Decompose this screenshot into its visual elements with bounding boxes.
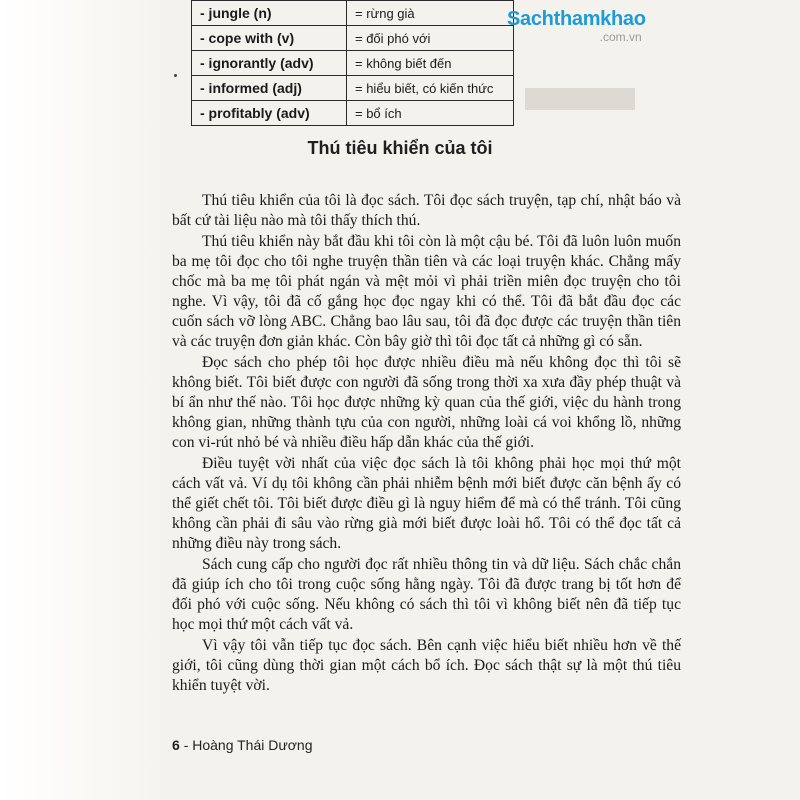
- article-body: [172, 191, 681, 697]
- paragraph: Sách cung cấp cho người đọc rất nhiều thông tin và dữ liệu. Sách chắc chắn đã giúp ích cho tôi trong cuộc sống hằng ngày. Tôi đã được trang bị tốt hơn để đối phó với cuộc sống. Nếu không có sách thì tôi vì không biết nên đã tiếp tục học mọi thứ một cách vất vả.: [172, 556, 681, 633]
- watermark-logo: [507, 8, 646, 44]
- vocab-term: - profitably (adv): [192, 101, 347, 126]
- bleed-through-band: [525, 88, 635, 110]
- vocab-row: [192, 1, 514, 26]
- page-footer: [172, 737, 313, 753]
- watermark-main: Sachthamkhao: [507, 8, 646, 30]
- page-gutter-shadow: [0, 0, 160, 800]
- stray-dot: [174, 74, 177, 77]
- vocab-meaning: = đối phó với: [347, 26, 514, 51]
- vocab-row: [192, 101, 514, 126]
- vocab-row: [192, 51, 514, 76]
- vocab-row: [192, 76, 514, 101]
- vocab-term: - cope with (v): [192, 26, 347, 51]
- paragraph: Thú tiêu khiển của tôi là đọc sách. Tôi đọc sách truyện, tạp chí, nhật báo và bất cứ tài liệu nào mà tôi thấy thích thú.: [172, 192, 681, 229]
- vocab-term: - informed (adj): [192, 76, 347, 101]
- vocab-meaning: = hiểu biết, có kiến thức: [347, 76, 514, 101]
- vocab-meaning: = rừng già: [347, 1, 514, 26]
- paragraph: Vì vậy tôi vẫn tiếp tục đọc sách. Bên cạnh việc hiểu biết nhiều hơn về thế giới, tôi cũng dùng thời gian một cách bổ ích. Đọc sách thật sự là một thú tiêu khiển tuyệt vời.: [172, 637, 681, 694]
- article-title: Thú tiêu khiển của tôi: [307, 138, 493, 158]
- paragraph: Điều tuyệt vời nhất của việc đọc sách là tôi không phải học mọi thứ một cách vất vả. Ví dụ tôi không cần phải nhiễm bệnh mới biết được căn bệnh ấy có thể giết chết tôi. Tôi biết được điều gì là nguy hiểm để mà có thể tránh. Tôi cũng không cần phải đi sâu vào rừng già mới biết được loài hổ. Tôi có thể đọc tất cả những điều này trong sách.: [172, 455, 681, 552]
- paragraph: Thú tiêu khiển này bắt đầu khi tôi còn là một cậu bé. Tôi đã luôn luôn muốn ba mẹ tôi đọc cho tôi nghe truyện thần tiên và các loại truyện khác. Chẳng mấy chốc mà ba mẹ tôi phát ngán và mệt mỏi vì phải triền miên đọc truyện cho tôi nghe. Vì vậy, tôi đã cố gắng học đọc ngay khi có thể. Tôi đã bắt đầu đọc các cuốn sách vỡ lòng ABC. Chẳng bao lâu sau, tôi đã đọc được các truyện thần tiên và các truyện đơn giản khác. Còn bây giờ thì tôi đọc tất cả những gì có sẵn.: [172, 233, 681, 350]
- vocab-term: - jungle (n): [192, 1, 347, 26]
- author-name: - Hoàng Thái Dương: [183, 737, 313, 753]
- vocab-term: - ignorantly (adv): [192, 51, 347, 76]
- vocab-meaning: = bổ ích: [347, 101, 514, 126]
- paragraph: Đọc sách cho phép tôi học được nhiều điều mà nếu không đọc thì tôi sẽ không biết. Tôi biết được con người đã sống trong thời xa xưa đầy phép thuật và bí ẩn như thế nào. Tôi học được những kỳ quan của thế giới, việc du hành trong không gian, những thành tựu của con người, những loài cá voi khổng lồ, những con vi-rút nhỏ bé và nhiều điều hấp dẫn khác của thế giới.: [172, 354, 681, 451]
- vocab-row: [192, 26, 514, 51]
- watermark-sub: .com.vn: [599, 30, 642, 44]
- page-number: 6: [172, 737, 180, 753]
- vocab-meaning: = không biết đến: [347, 51, 514, 76]
- vocabulary-table: [191, 0, 514, 126]
